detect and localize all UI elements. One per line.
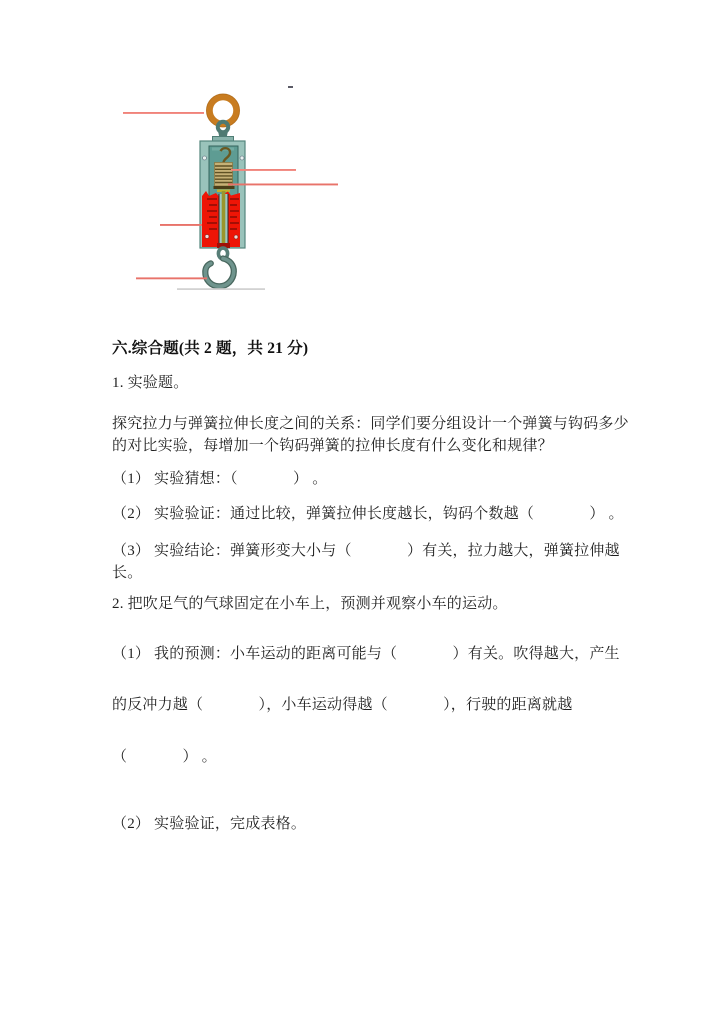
leader-line-pointer — [228, 184, 338, 186]
q2-title: 2. 把吹足气的气球固定在小车上，预测并观察小车的运动。 — [112, 596, 508, 612]
leader-line-scale — [160, 224, 202, 226]
q1-intro-line1: 探究拉力与弹簧拉伸长度之间的关系：同学们要分组设计一个弹簧与钩码多少 — [112, 416, 629, 432]
leader-line-spring — [231, 169, 296, 171]
q1-part3-line2: 长。 — [112, 565, 143, 581]
bottom-hook — [205, 259, 234, 287]
screw-lower-left — [205, 235, 209, 239]
leader-line-hook — [136, 277, 207, 279]
section-heading: 六.综合题(共 2 题，共 21 分) — [112, 340, 309, 357]
q1-part3-line1: （3） 实验结论：弹簧形变大小与（ ）有关，拉力越大，弹簧拉伸越 — [112, 543, 620, 559]
screw-upper-left — [203, 156, 207, 160]
baseline-shadow — [177, 288, 265, 290]
q1-part1-blank: （1） 实验猜想：（ ） 。 — [112, 471, 328, 487]
spring-scale-diagram — [100, 80, 350, 295]
q1-part2-blank: （2） 实验验证：通过比较，弹簧拉伸长度越长，钩码个数越（ ） 。 — [112, 506, 624, 522]
spring-scale-svg — [100, 80, 350, 295]
q2-part1-line3: （ ） 。 — [112, 749, 217, 765]
screw-upper-right — [240, 156, 244, 160]
screw-lower-right — [234, 235, 238, 239]
q2-part1-line2: 的反冲力越（ ），小车运动得越（ ），行驶的距离就越 — [112, 697, 573, 713]
q1-intro-line2: 的对比实验，每增加一个钩码弹簧的拉伸长度有什么变化和规律？ — [112, 438, 553, 454]
stray-dash-mark — [288, 86, 293, 88]
q2-part1-line1: （1） 我的预测：小车运动的距离可能与（ ）有关。吹得越大，产生 — [112, 646, 620, 662]
leader-line-ring — [123, 112, 204, 114]
q1-title: 1. 实验题。 — [112, 375, 189, 391]
q2-part2: （2） 实验验证，完成表格。 — [112, 816, 307, 832]
pointer-bar — [214, 186, 235, 189]
